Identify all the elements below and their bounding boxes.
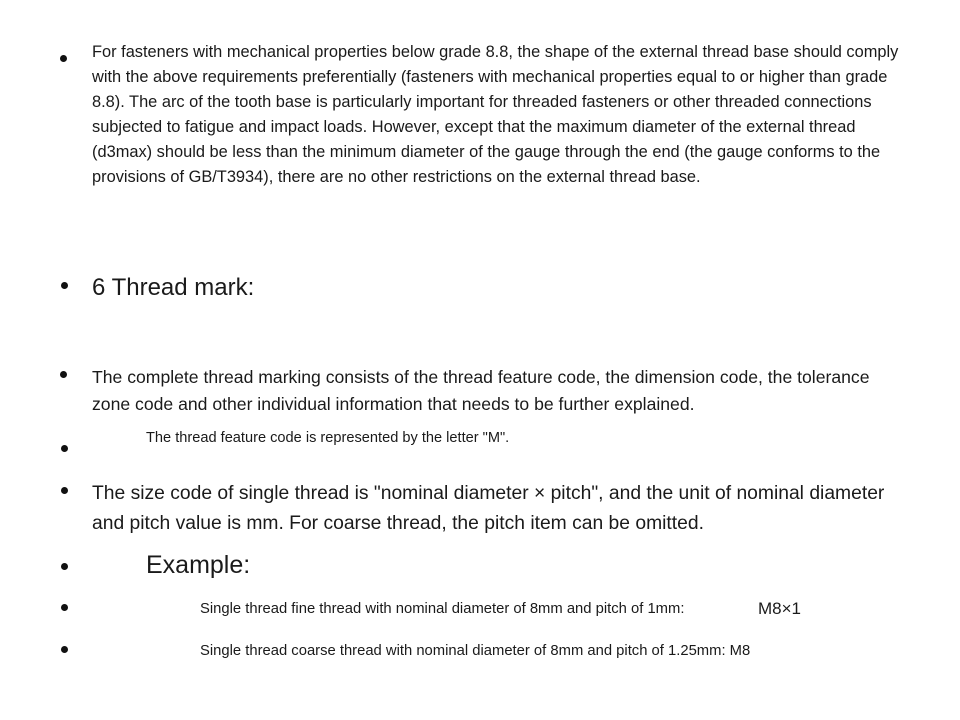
bullet xyxy=(60,371,67,378)
size-code-paragraph: The size code of single thread is "nominal diameter × pitch", and the unit of nominal diameter and pitch value is mm. For coarse thread, the pitch item can be omitted. xyxy=(92,483,885,534)
fine-thread-example: Single thread fine thread with nominal diameter of 8mm and pitch of 1mm: xyxy=(200,601,685,617)
bullet xyxy=(61,563,68,570)
bullet xyxy=(61,282,68,289)
bullet xyxy=(61,487,68,494)
example-heading: Example: xyxy=(146,551,251,579)
thread-base-paragraph: For fasteners with mechanical properties below grade 8.8, the shape of the external thread base should comply with the above requirements preferentially (fasteners with mechanical properties equal to or higher than grade 8.8). The arc of the tooth base is particularly important for threaded fasteners or other threaded connections subjected to fatigue and impact loads. However, except that the maximum diameter of the external thread (d3max) should be less than the minimum diameter of the gauge through the end (the gauge conforms to the provisions of GB/T3934), there are no other restrictions on the external thread base. xyxy=(92,43,899,186)
coarse-thread-example: Single thread coarse thread with nominal diameter of 8mm and pitch of 1.25mm: M8 xyxy=(200,643,751,659)
bullet xyxy=(60,55,67,62)
fine-thread-code: M8×1 xyxy=(758,599,801,618)
bullet xyxy=(61,646,68,653)
bullet xyxy=(61,604,68,611)
feature-code-paragraph: The thread feature code is represented by the letter "M". xyxy=(146,430,510,446)
complete-marking-paragraph: The complete thread marking consists of the thread feature code, the dimension code, the tolerance zone code and other individual information that needs to be further explained. xyxy=(92,367,870,414)
section-heading: 6 Thread mark: xyxy=(92,274,255,301)
bullet xyxy=(61,445,68,452)
